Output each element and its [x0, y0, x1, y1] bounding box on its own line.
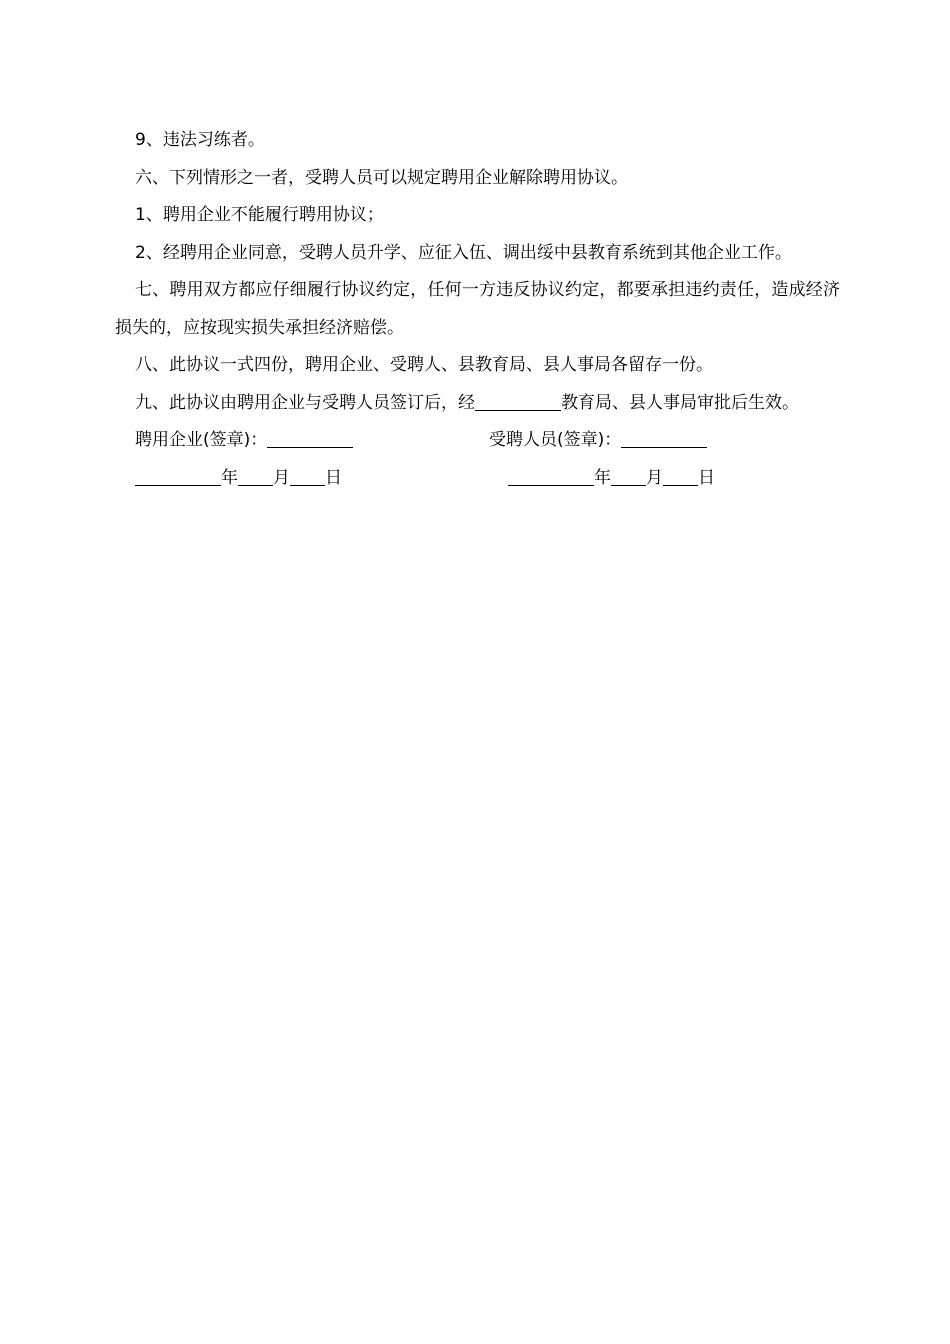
employee-day-label: 日 — [698, 467, 715, 488]
paragraph-item-1: 1、聘用企业不能履行聘用协议； — [135, 205, 384, 225]
clause-9-text-before: 九、此协议由聘用企业与受聘人员签订后，经 — [135, 392, 475, 413]
paragraph-clause-7: 七、聘用双方都应仔细履行协议约定，任何一方违反协议约定，都要承担违约责任，造成经济损失的，应按现实损失承担经济赔偿。 — [115, 280, 840, 338]
paragraph-clause-8: 八、此协议一式四份，聘用企业、受聘人、县教育局、县人事局各留存一份。 — [135, 355, 713, 375]
clause-9-text-after: 教育局、县人事局审批后生效。 — [561, 392, 799, 413]
employee-signature — [489, 422, 707, 460]
employee-day-blank[interactable] — [663, 468, 698, 486]
paragraph-clause-6: 六、下列情形之一者，受聘人员可以规定聘用企业解除聘用协议。 — [135, 167, 628, 188]
employer-month-label: 月 — [273, 467, 290, 488]
employer-year-blank[interactable] — [135, 468, 221, 486]
employee-signature-blank[interactable] — [621, 430, 707, 448]
paragraph-clause-9 — [115, 385, 840, 423]
paragraph-item-2: 2、经聘用企业同意，受聘人员升学、应征入伍、调出绥中县教育系统到其他企业工作。 — [135, 242, 792, 263]
employer-year-label: 年 — [221, 467, 238, 488]
employee-year-blank[interactable] — [508, 468, 594, 486]
employee-year-label: 年 — [594, 467, 611, 488]
employer-signature-label: 聘用企业(签章)： — [135, 430, 268, 450]
employer-signature-blank[interactable] — [267, 430, 353, 448]
employer-date — [135, 460, 342, 498]
employee-date — [508, 460, 715, 498]
employer-month-blank[interactable] — [238, 468, 273, 486]
employee-month-label: 月 — [646, 467, 663, 488]
signature-row — [115, 422, 840, 460]
employee-signature-label: 受聘人员(签章)： — [489, 430, 622, 450]
employer-day-label: 日 — [325, 467, 342, 488]
date-row — [115, 460, 840, 498]
employer-signature — [135, 422, 353, 460]
employer-day-blank[interactable] — [290, 468, 325, 486]
employee-month-blank[interactable] — [611, 468, 646, 486]
approval-authority-blank[interactable] — [475, 393, 561, 411]
paragraph-item-9: 9、违法习练者。 — [135, 130, 265, 150]
document-body — [115, 122, 840, 497]
